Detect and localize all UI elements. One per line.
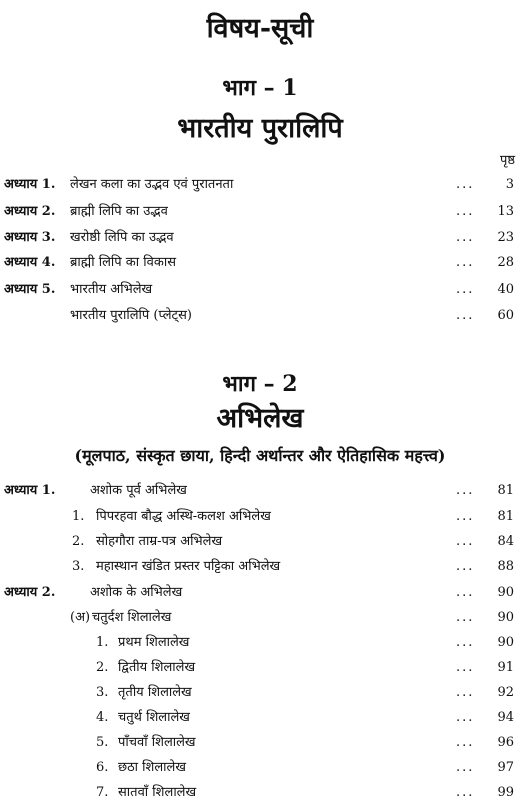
entry-title: भारतीय अभिलेख: [70, 282, 153, 297]
leader-dots: ...: [456, 177, 475, 192]
page-number: 81: [497, 509, 514, 524]
leader-dots: ...: [456, 785, 475, 800]
toc-row: [0, 607, 520, 629]
entry-title: प्रथम शिलालेख: [118, 635, 190, 650]
toc-row: [0, 632, 520, 654]
entry-number: 6.: [96, 760, 109, 775]
leader-dots: ...: [456, 685, 475, 700]
leader-dots: ...: [456, 308, 475, 323]
entry-number: 3.: [96, 685, 109, 700]
page-number: 84: [497, 534, 514, 549]
toc-row: [0, 305, 520, 327]
toc-row: [0, 682, 520, 704]
leader-dots: ...: [456, 230, 475, 245]
leader-dots: ...: [456, 483, 475, 498]
leader-dots: ...: [456, 534, 475, 549]
toc-row: [0, 707, 520, 729]
leader-dots: ...: [456, 760, 475, 775]
leader-dots: ...: [456, 509, 475, 524]
page-number: 92: [497, 685, 514, 700]
entry-title: महास्थान खंडित प्रस्तर पट्टिका अभिलेख: [96, 559, 281, 574]
page-number: 99: [497, 785, 514, 800]
chapter-label: अध्याय 1.: [4, 483, 56, 498]
chapter-label: अध्याय 4.: [4, 255, 56, 270]
page-number: 88: [497, 559, 514, 574]
entry-title: तृतीय शिलालेख: [118, 685, 192, 700]
page-number: 23: [497, 230, 514, 245]
toc-row: [0, 252, 520, 274]
leader-dots: ...: [456, 282, 475, 297]
toc-row: [0, 506, 520, 528]
entry-title: अशोक पूर्व अभिलेख: [90, 483, 187, 498]
leader-dots: ...: [456, 585, 475, 600]
leader-dots: ...: [456, 635, 475, 650]
page-number: 13: [497, 204, 514, 219]
page-number: 81: [497, 483, 514, 498]
leader-dots: ...: [456, 735, 475, 750]
leader-dots: ...: [456, 255, 475, 270]
toc-row: [0, 279, 520, 301]
toc-row: [0, 531, 520, 553]
part-2-subtitle: (मूलपाठ, संस्कृत छाया, हिन्दी अर्थान्तर और ऐतिहासिक महत्त्व): [74, 446, 446, 465]
toc-row: [0, 582, 520, 604]
page-number: 28: [497, 255, 514, 270]
entry-title: चतुर्थ शिलालेख: [118, 710, 190, 725]
page-number: 40: [497, 282, 514, 297]
page-number: 94: [497, 710, 514, 725]
leader-dots: ...: [456, 610, 475, 625]
part-2-label: भाग – 2: [222, 371, 298, 397]
toc-row: [0, 732, 520, 754]
toc-row: [0, 174, 520, 196]
entry-title: भारतीय पुरालिपि (प्लेट्स): [70, 308, 192, 323]
toc-row: [0, 657, 520, 679]
toc-row: [0, 556, 520, 578]
part-1-heading: भारतीय पुरालिपि: [177, 113, 343, 144]
entry-title: चतुर्दश शिलालेख: [92, 610, 172, 625]
leader-dots: ...: [456, 204, 475, 219]
entry-title: पिपरहवा बौद्ध अस्थि-कलश अभिलेख: [96, 509, 271, 524]
page-number: 3: [505, 177, 514, 192]
page-number: 97: [497, 760, 514, 775]
page-number: 91: [497, 660, 514, 675]
entry-title: द्वितीय शिलालेख: [118, 660, 196, 675]
entry-number: 5.: [96, 735, 109, 750]
page-number: 60: [497, 308, 514, 323]
entry-title: छठा शिलालेख: [118, 760, 187, 775]
entry-title: खरोष्ठी लिपि का उद्भव: [70, 230, 174, 245]
part-1-label: भाग – 1: [222, 75, 298, 101]
leader-dots: ...: [456, 710, 475, 725]
toc-row: [0, 757, 520, 779]
entry-title: ब्राह्मी लिपि का उद्भव: [70, 204, 168, 219]
entry-title: ब्राह्मी लिपि का विकास: [70, 255, 176, 270]
part-2-heading: अभिलेख: [216, 403, 304, 434]
page-number: 90: [497, 610, 514, 625]
entry-number: 3.: [72, 559, 85, 574]
leader-dots: ...: [456, 559, 475, 574]
chapter-label: अध्याय 2.: [4, 585, 56, 600]
chapter-label: अध्याय 2.: [4, 204, 56, 219]
toc-row: [0, 480, 520, 502]
toc-row: [0, 782, 520, 804]
entry-number: 2.: [72, 534, 85, 549]
entry-title: सोहगौरा ताम्र-पत्र अभिलेख: [96, 534, 223, 549]
page-number: 90: [497, 635, 514, 650]
chapter-label: अध्याय 5.: [4, 282, 56, 297]
chapter-label: अध्याय 3.: [4, 230, 56, 245]
entry-number: 7.: [96, 785, 109, 800]
toc-row: [0, 227, 520, 249]
entry-title: सातवाँ शिलालेख: [118, 785, 197, 800]
entry-number: 1.: [72, 509, 85, 524]
entry-number: (अ): [70, 610, 91, 625]
page-number: 90: [497, 585, 514, 600]
entry-number: 4.: [96, 710, 109, 725]
entry-title: लेखन कला का उद्भव एवं पुरातनता: [70, 177, 234, 192]
entry-title: अशोक के अभिलेख: [90, 585, 183, 600]
toc-row: [0, 201, 520, 223]
page-title: विषय-सूची: [206, 13, 314, 44]
leader-dots: ...: [456, 660, 475, 675]
entry-number: 2.: [96, 660, 109, 675]
chapter-label: अध्याय 1.: [4, 177, 56, 192]
entry-title: पाँचवाँ शिलालेख: [118, 735, 196, 750]
entry-number: 1.: [96, 635, 109, 650]
page-number: 96: [497, 735, 514, 750]
page-column-header: पृष्ठ: [500, 153, 516, 168]
